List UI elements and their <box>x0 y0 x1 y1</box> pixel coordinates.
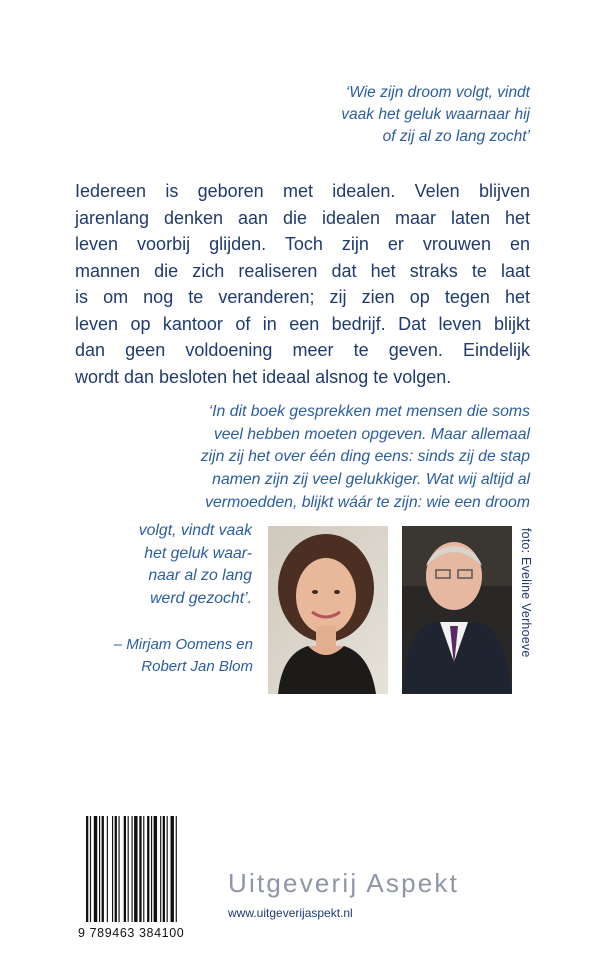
author-quote-line: namen zijn zij veel gelukkiger. Wat wij altijd al <box>212 471 530 489</box>
author-photo-woman <box>268 526 388 694</box>
top-quote-line: vaak het geluk waarnaar hij <box>341 106 530 123</box>
publisher-website[interactable]: www.uitgeverijaspekt.nl <box>228 906 353 920</box>
publisher-name: Uitgeverij Aspekt <box>228 868 460 898</box>
author-quote-line: werd gezocht’. <box>150 590 252 608</box>
blurb-line: mannen die zich realiseren dat het straks te laat <box>75 260 530 281</box>
blurb-line: wordt dan besloten het ideaal alsnog te volgen. <box>75 366 452 387</box>
blurb-line: Iedereen is geboren met idealen. Velen blijven <box>75 181 530 201</box>
author-quote-line: naar al zo lang <box>148 567 252 585</box>
author-line: – Mirjam Oomens en <box>113 636 253 653</box>
author-quote-continued <box>90 520 252 611</box>
author-attribution <box>75 634 253 678</box>
top-quote <box>200 82 530 148</box>
author-quote-line: zijn zij het over één ding eens: sinds zij de stap <box>200 448 530 466</box>
author-quote-line: het geluk waar- <box>144 544 252 562</box>
author-photo-man <box>402 526 512 694</box>
blurb-line: is om nog te veranderen; zij zien op tegen het <box>75 287 530 307</box>
blurb-line: dan geen voldoening meer te geven. Eindelijk <box>75 340 530 360</box>
blurb-line: leven op kantoor of in een bedrijf. Dat leven blijkt <box>75 313 530 334</box>
author-quote-line: veel hebben moeten opgeven. Maar allemaal <box>213 425 530 443</box>
author-quote-line: vermoedden, blijkt wáár te zijn: wie een droom <box>205 493 530 511</box>
author-quote-line: ‘In dit boek gesprekken met mensen die soms <box>208 403 530 420</box>
author-line: Robert Jan Blom <box>141 658 253 675</box>
top-quote-line: ‘Wie zijn droom volgt, vindt <box>345 84 530 101</box>
blurb-paragraph <box>75 178 530 390</box>
blurb-line: leven voorbij glijden. Toch zijn er vrouwen en <box>75 234 530 254</box>
top-quote-line: of zij al zo lang zocht’ <box>382 128 530 145</box>
author-quote <box>100 401 530 515</box>
barcode-bars <box>86 816 206 922</box>
barcode <box>86 816 206 922</box>
author-quote-line: volgt, vindt vaak <box>138 522 252 539</box>
isbn-digits: 9 789463 384100 <box>78 926 185 940</box>
blurb-line: jarenlang denken aan die idealen maar laten het <box>75 207 530 228</box>
photo-credit: foto: Eveline Verhoeve <box>519 528 533 658</box>
